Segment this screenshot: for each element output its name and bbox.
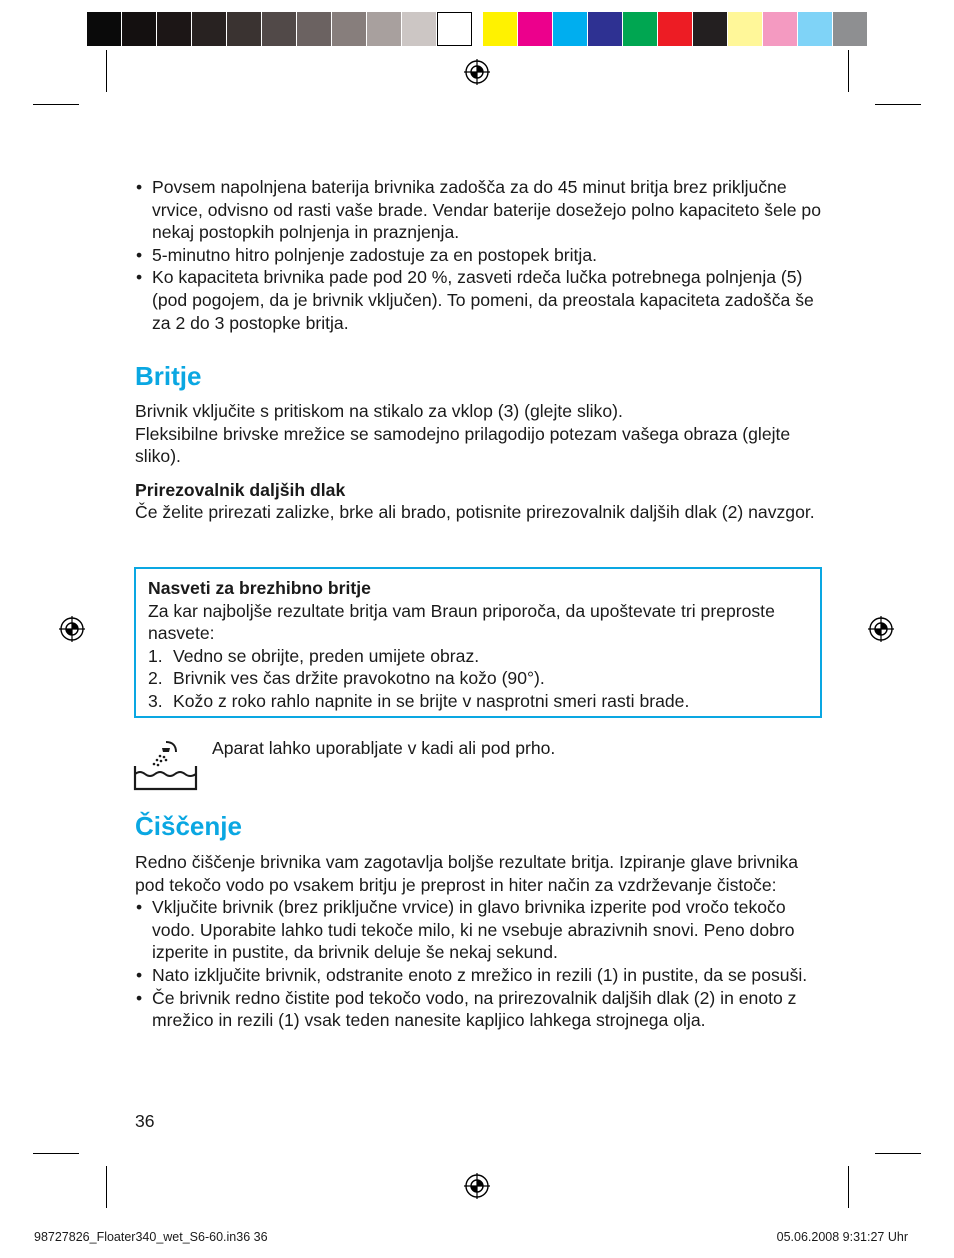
color-swatch	[367, 12, 402, 46]
item-number: 2.	[148, 668, 163, 689]
list-item: • Če brivnik redno čistite pod tekočo vodo, na prirezovalnik daljših dlak (2) in enoto z mrežico in rezili (1) vsak teden nanesite kapljico lahkega strojnega olja.	[135, 987, 825, 1032]
tips-box	[134, 567, 822, 718]
registration-mark-icon	[464, 1173, 490, 1199]
footer-file-info: 98727826_Floater340_wet_S6-60.in36 36	[34, 1230, 268, 1244]
item-text: Brivnik ves čas držite pravokotno na kožo (90°).	[173, 668, 545, 689]
shower-bath-icon	[133, 738, 199, 792]
tips-list	[148, 645, 808, 713]
color-swatch	[588, 12, 623, 46]
crop-mark	[848, 50, 849, 92]
item-text: Kožo z roko rahlo napnite in se brijte v nasprotni smeri rasti brade.	[173, 690, 690, 711]
color-swatch	[402, 12, 437, 46]
paragraph: Redno čiščenje brivnika vam zagotavlja boljše rezultate britja. Izpiranje glave brivnika pod tekočo vodo po vsakem britju je preprost in hiter način za vzdrževanje čistoče:	[135, 852, 799, 895]
footer-timestamp: 05.06.2008 9:31:27 Uhr	[776, 1230, 908, 1244]
section-heading: Britje	[135, 361, 202, 391]
crop-mark	[33, 104, 79, 105]
color-swatch	[553, 12, 588, 46]
tips-title: Nasveti za brezhibno britje	[148, 578, 371, 598]
crop-mark	[848, 1166, 849, 1208]
color-swatch	[728, 12, 763, 46]
item-text: Vedno se obrijte, preden umijete obraz.	[173, 645, 480, 666]
paragraph: Če želite prirezati zalizke, brke ali brado, potisnite prirezovalnik daljših dlak (2) navzgor.	[135, 502, 815, 523]
item-number: 1.	[148, 645, 163, 666]
list-item: • Povsem napolnjena baterija brivnika zadošča za do 45 minut britja brez priključne vrvice, odvisno od rasti vaše brade. Vendar baterije dosežejo polno kapaciteto šele po nekaj postopkih polnjenja in praznjenja.	[135, 176, 825, 244]
registration-mark-icon	[868, 616, 894, 642]
color-swatch	[798, 12, 833, 46]
subheading: Prirezovalnik daljših dlak	[135, 479, 346, 500]
color-swatch	[332, 12, 367, 46]
page-number: 36	[135, 1111, 155, 1131]
crop-mark	[875, 104, 921, 105]
section-heading: Čiščenje	[135, 811, 242, 841]
shaving-section	[135, 361, 825, 391]
crop-mark	[106, 1166, 107, 1208]
list-item: • Vključite brivnik (brez priključne vrvice) in glavo brivnika izperite pod vročo tekočo vodo. Uporabite lahko tudi tekoče milo, ki ne vsebuje abrazivnih snovi. Peno dobro izperite in pustite, da brivnik deluje še nekaj sekund.	[135, 896, 825, 964]
color-swatch	[623, 12, 658, 46]
list-item: • Ko kapaciteta brivnika pade pod 20 %, zasveti rdeča lučka potrebnega polnjenja (5) (pod pogojem, da je brivnik vključen). To pomeni, da preostala kapaciteta zadošča še za 2 do 3 postopke britja.	[135, 266, 825, 334]
color-swatch	[763, 12, 798, 46]
color-swatch	[157, 12, 192, 46]
color-swatch	[833, 12, 868, 46]
crop-mark	[106, 50, 107, 92]
list-item	[148, 690, 808, 713]
paragraph: Fleksibilne brivske mrežice se samodejno prilagodijo potezam vašega obraza (glejte sliko).	[135, 423, 791, 467]
color-swatch	[693, 12, 728, 46]
color-swatch	[518, 12, 553, 46]
color-swatch	[483, 12, 518, 46]
bath-note-text: Aparat lahko uporabljate v kadi ali pod prho.	[212, 738, 556, 758]
item-number: 3.	[148, 690, 163, 711]
color-swatch	[87, 12, 122, 46]
cleaning-body	[135, 851, 825, 1032]
paragraph: Brivnik vključite s pritiskom na stikalo za vklop (3) (glejte sliko).	[135, 401, 623, 421]
intro-bullet-list	[135, 176, 825, 334]
color-swatch	[122, 12, 157, 46]
color-swatch	[437, 12, 472, 46]
color-swatch	[658, 12, 693, 46]
color-swatch	[227, 12, 262, 46]
color-swatch	[192, 12, 227, 46]
crop-mark	[875, 1153, 921, 1154]
list-item: • Nato izključite brivnik, odstranite enoto z mrežico in rezili (1) in pustite, da se posuši.	[135, 964, 825, 987]
color-swatch	[297, 12, 332, 46]
list-item	[148, 645, 808, 668]
tips-intro: Za kar najboljše rezultate britja vam Braun priporoča, da upoštevate tri preproste nasvete:	[148, 600, 775, 644]
registration-mark-icon	[464, 59, 490, 85]
cleaning-bullet-list	[135, 896, 825, 1032]
registration-mark-icon	[59, 616, 85, 642]
intro-section	[135, 176, 825, 334]
color-swatch	[262, 12, 297, 46]
shaving-body	[135, 400, 825, 524]
list-item	[148, 667, 808, 690]
list-item: • 5-minutno hitro polnjenje zadostuje za en postopek britja.	[135, 244, 825, 267]
cleaning-section	[135, 811, 825, 841]
crop-mark	[33, 1153, 79, 1154]
